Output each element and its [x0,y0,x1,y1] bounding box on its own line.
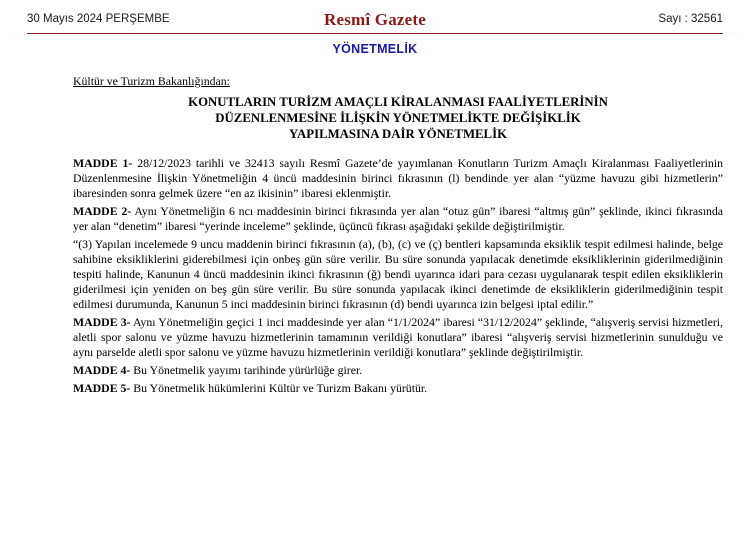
article-text: Aynı Yönetmeliğin geçici 1 inci maddesinde yer alan “1/1/2024” ibaresi “31/12/2024” şeklinde, “alışveriş servisi hizmetleri, aletli spor salonu ve yüzme havuzu hizmetlerinin tamamının verildiği konutlara” ibaresi “alışveriş servisi hizmetlerinin sunulduğu ve aynı parselde aletli spor salonu ve yüzme havuzu hizmetlerinin verildiği konutlara” şeklinde değiştirilmiştir. [73,315,723,359]
gazette-header [27,10,723,30]
regulation-body [73,74,723,399]
article-3 [73,315,723,360]
article-label: MADDE 2- [73,204,132,218]
article-2 [73,204,723,234]
article-text: Aynı Yönetmeliğin 6 ncı maddesinin birinci fıkrasında yer alan “otuz gün” ibaresi “altmış gün” şeklinde, ikinci fıkrasında yer alan “denetim” ibaresi “yerinde inceleme” şeklinde, üçüncü fıkrası aşağıdaki şekilde değiştirilmiştir. [73,204,724,233]
amended-paragraph-quote: “(3) Yapılan incelemede 9 uncu maddenin birinci fıkrasının (a), (b), (c) ve (ç) bentleri kapsamında eksiklik tespit edilmesi halinde, belge sahibine eksikliklerini giderebilmesi için onbeş gün süre verilir. Bu süre sonunda yapılacak denetimde eksikliklerinin giderilmediğinin tespiti halinde, Kanunun 4 üncü maddesinin ikinci fıkrasının (ğ) bendi uyarınca idari para cezası uygulanarak tespit edilen eksikliklerin giderilmesi için yeniden on beş gün süre verilir. Bu süre sonunda yapılacak ikinci denetimde de eksikliklerin giderilmediğinin tespit edilmesi durumunda, Kanunun 5 inci maddesinin birinci fıkrasının (d) bendi uyarınca izin belgesi iptal edilir.” [73,237,723,311]
regulation-title-line: KONUTLARIN TURİZM AMAÇLI KİRALANMASI FAALİYETLERİNİN [188,95,608,109]
ministry-name: Kültür ve Turizm Bakanlığından: [73,74,230,88]
article-1 [73,156,723,201]
article-label: MADDE 4- [73,363,131,377]
issue-number: Sayı : 32561 [658,13,723,25]
article-text: Bu Yönetmelik hükümlerini Kültür ve Turizm Bakanı yürütür. [130,381,428,395]
section-heading: YÖNETMELİK [332,42,418,56]
article-4 [73,363,723,378]
article-label: MADDE 5- [73,381,131,395]
regulation-title [73,94,723,142]
article-5 [73,381,723,396]
issue-date: 30 Mayıs 2024 PERŞEMBE [27,13,170,25]
header-divider [27,33,723,34]
article-text: Bu Yönetmelik yayımı tarihinde yürürlüğe girer. [130,363,363,377]
regulation-title-line: YAPILMASINA DAİR YÖNETMELİK [288,127,508,141]
article-label: MADDE 3- [73,315,131,329]
article-text: 28/12/2023 tarihli ve 32413 sayılı Resmî Gazete’de yayımlanan Konutların Turizm Amaçlı Kiralanması Faaliyetlerinin Düzenlenmesine İlişkin Yönetmeliğin 4 üncü maddesinin birinci fıkrasının (l) bendinde yer alan “yüzme havuzu gibi hizmetlerin” ibaresinden sonra gelmek üzere “en az ikisinin” ibaresi eklenmiştir. [73,156,723,200]
article-label: MADDE 1- [73,156,133,170]
regulation-title-line: DÜZENLENMESİNE İLİŞKİN YÖNETMELİKTE DEĞİŞİKLİK [215,111,581,125]
gazette-title: Resmî Gazete [324,10,426,29]
